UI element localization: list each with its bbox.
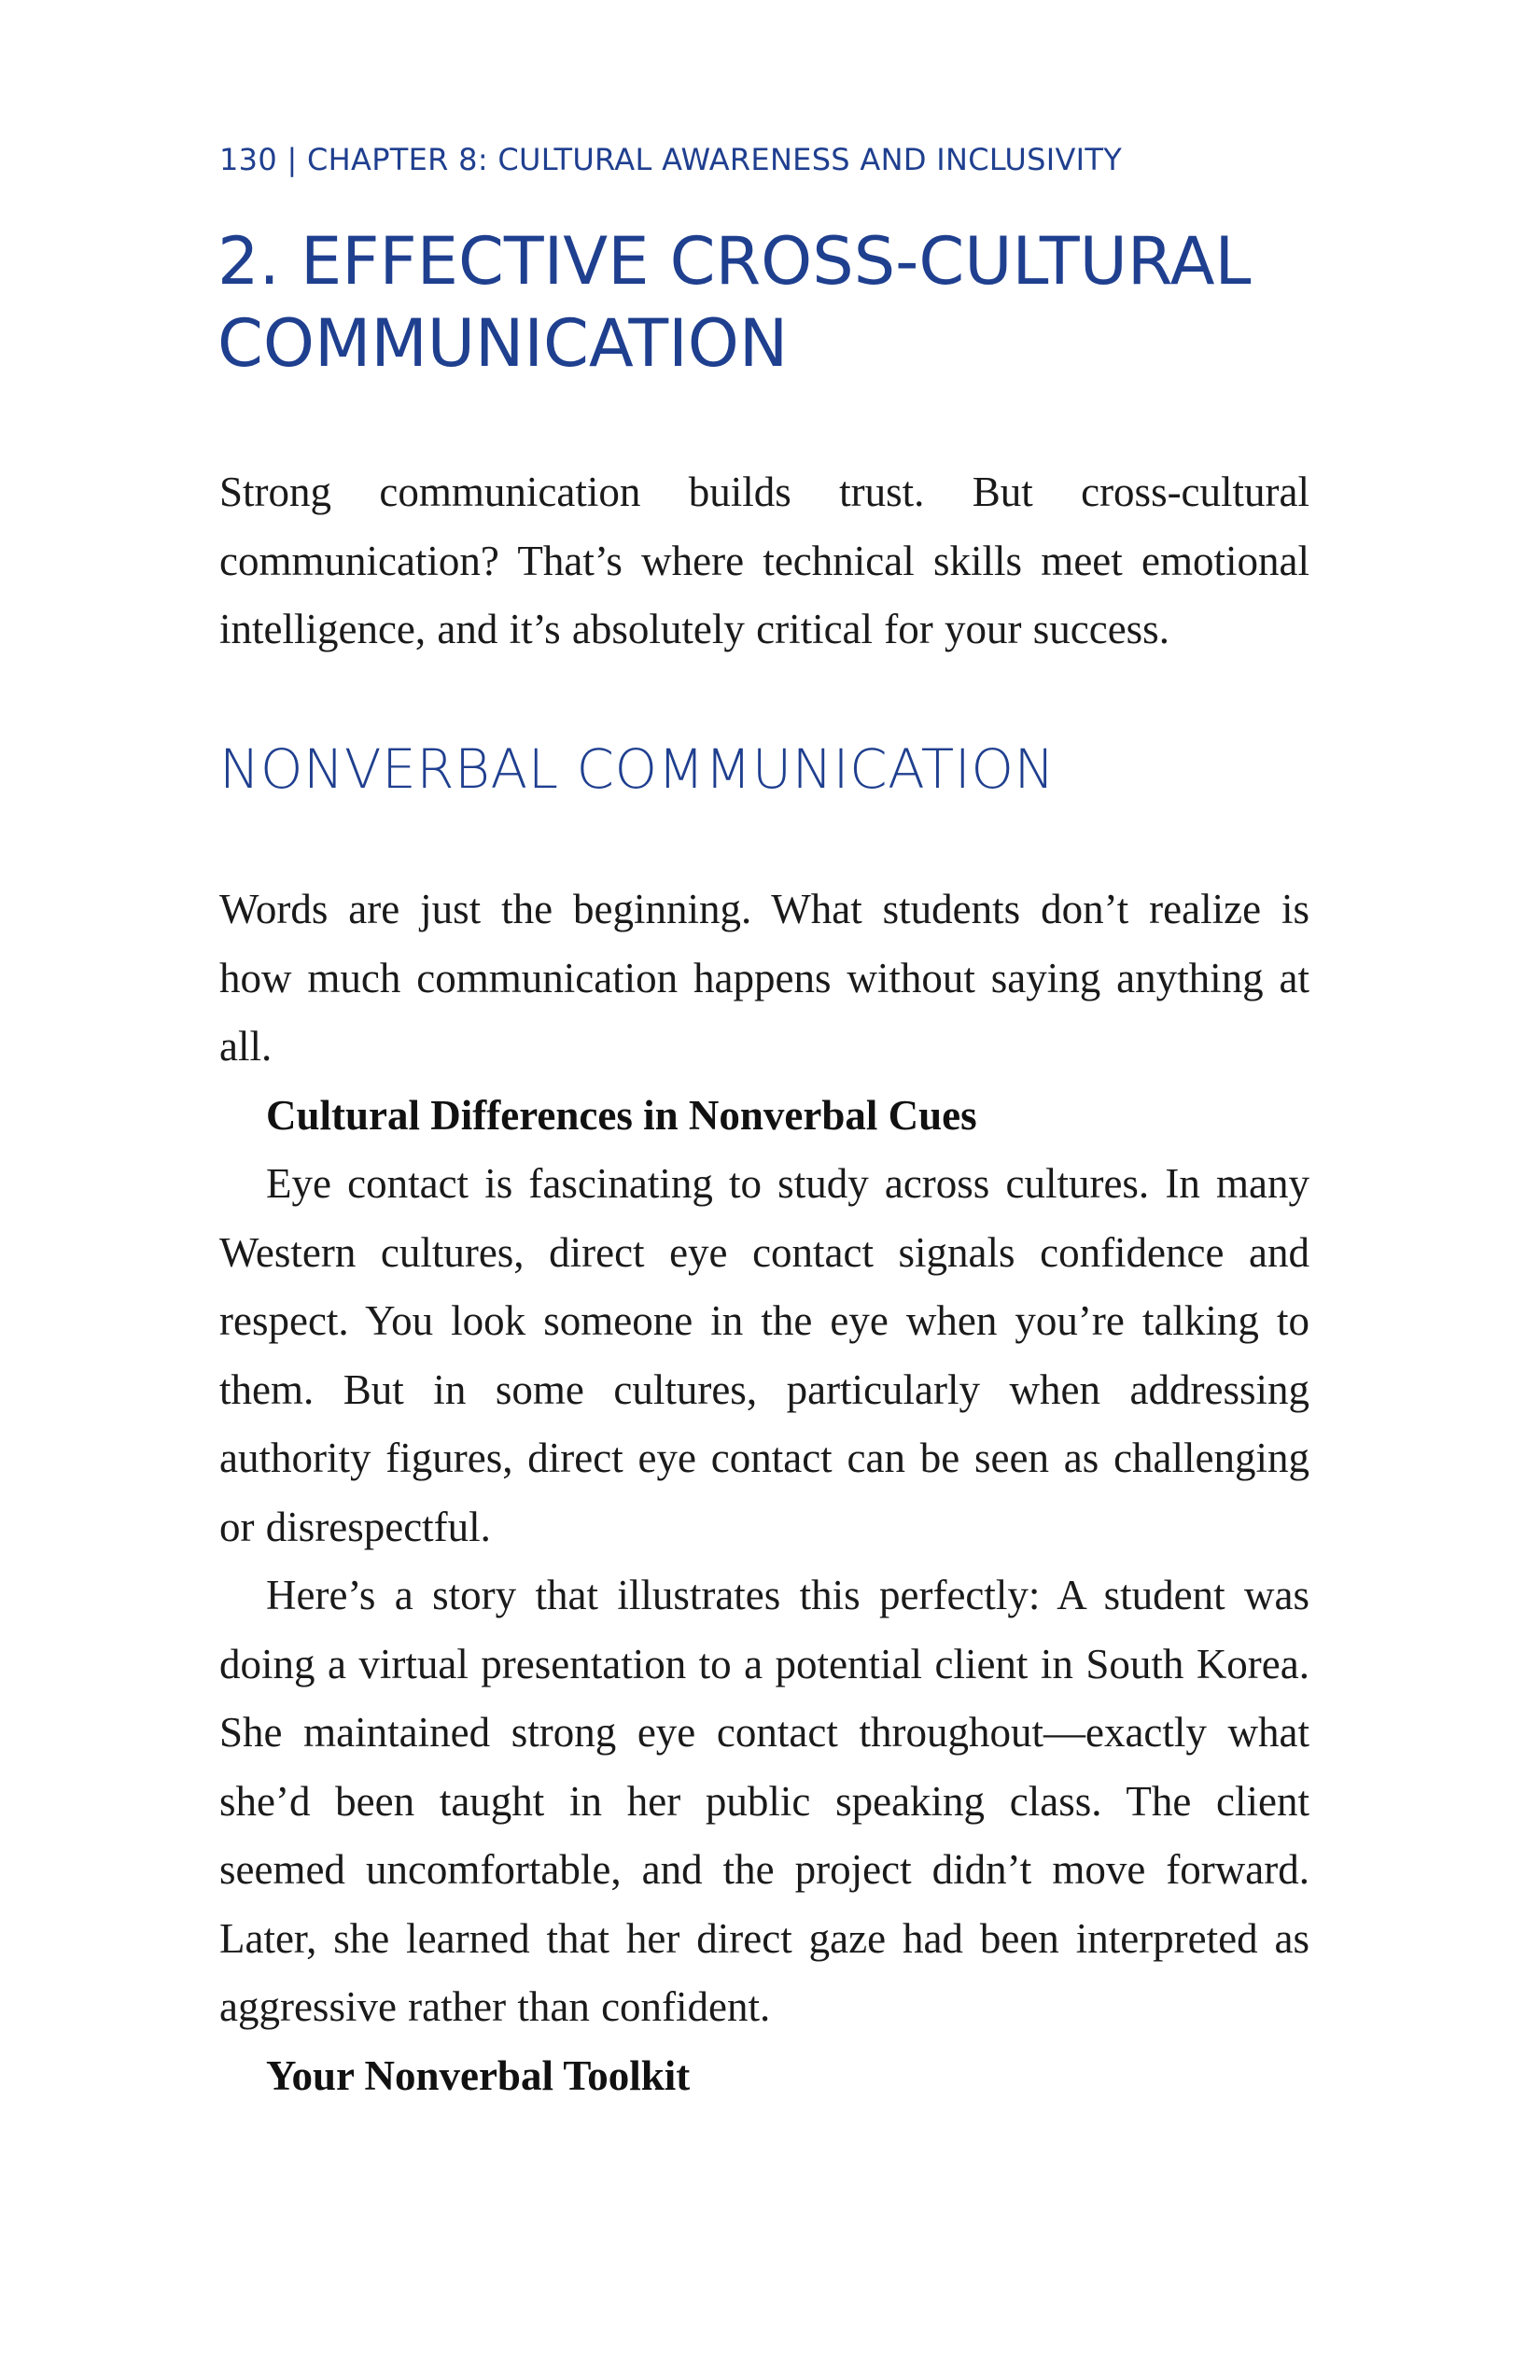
- section-intro-block: [219, 458, 1309, 665]
- subsection-title: NONVERBAL COMMUNICATION: [219, 737, 1056, 801]
- subsection-body: [219, 875, 1309, 2110]
- subheading-nonverbal-toolkit: Your Nonverbal Toolkit: [266, 2051, 691, 2099]
- section-intro-paragraph: Strong communication builds trust. But cross-cultural communication? That’s where technical skills meet emotional intelligence, and it’s absolutely critical for your success.: [219, 469, 1309, 652]
- subsection-intro-paragraph: Words are just the beginning. What students don’t realize is how much communication happens without saying anything at all.: [219, 886, 1309, 1070]
- subheading-cultural-differences: Cultural Differences in Nonverbal Cues: [266, 1091, 977, 1139]
- section-title: 2. EFFECTIVE CROSS-CULTURAL COMMUNICATION: [217, 223, 1252, 382]
- running-head: 130 | CHAPTER 8: CULTURAL AWARENESS AND INCLUSIVITY: [219, 142, 1123, 177]
- paragraph-eye-contact: Eye contact is fascinating to study across cultures. In many Western cultures, direct eye contact signals confidence and respect. You look someone in the eye when you’re talking to them. But in some cultures, particularly when addressing authority figures, direct eye contact can be seen as challenging or disrespectful.: [219, 1160, 1309, 1550]
- paragraph-story: Here’s a story that illustrates this perfectly: A student was doing a virtual presentation to a potential client in South Korea. She maintained strong eye contact throughout—exactly what she’d been taught in her public speaking class. The client seemed uncomfortable, and the project didn’t move forward. Later, she learned that her direct gaze had been interpreted as aggressive rather than confident.: [219, 1572, 1309, 2030]
